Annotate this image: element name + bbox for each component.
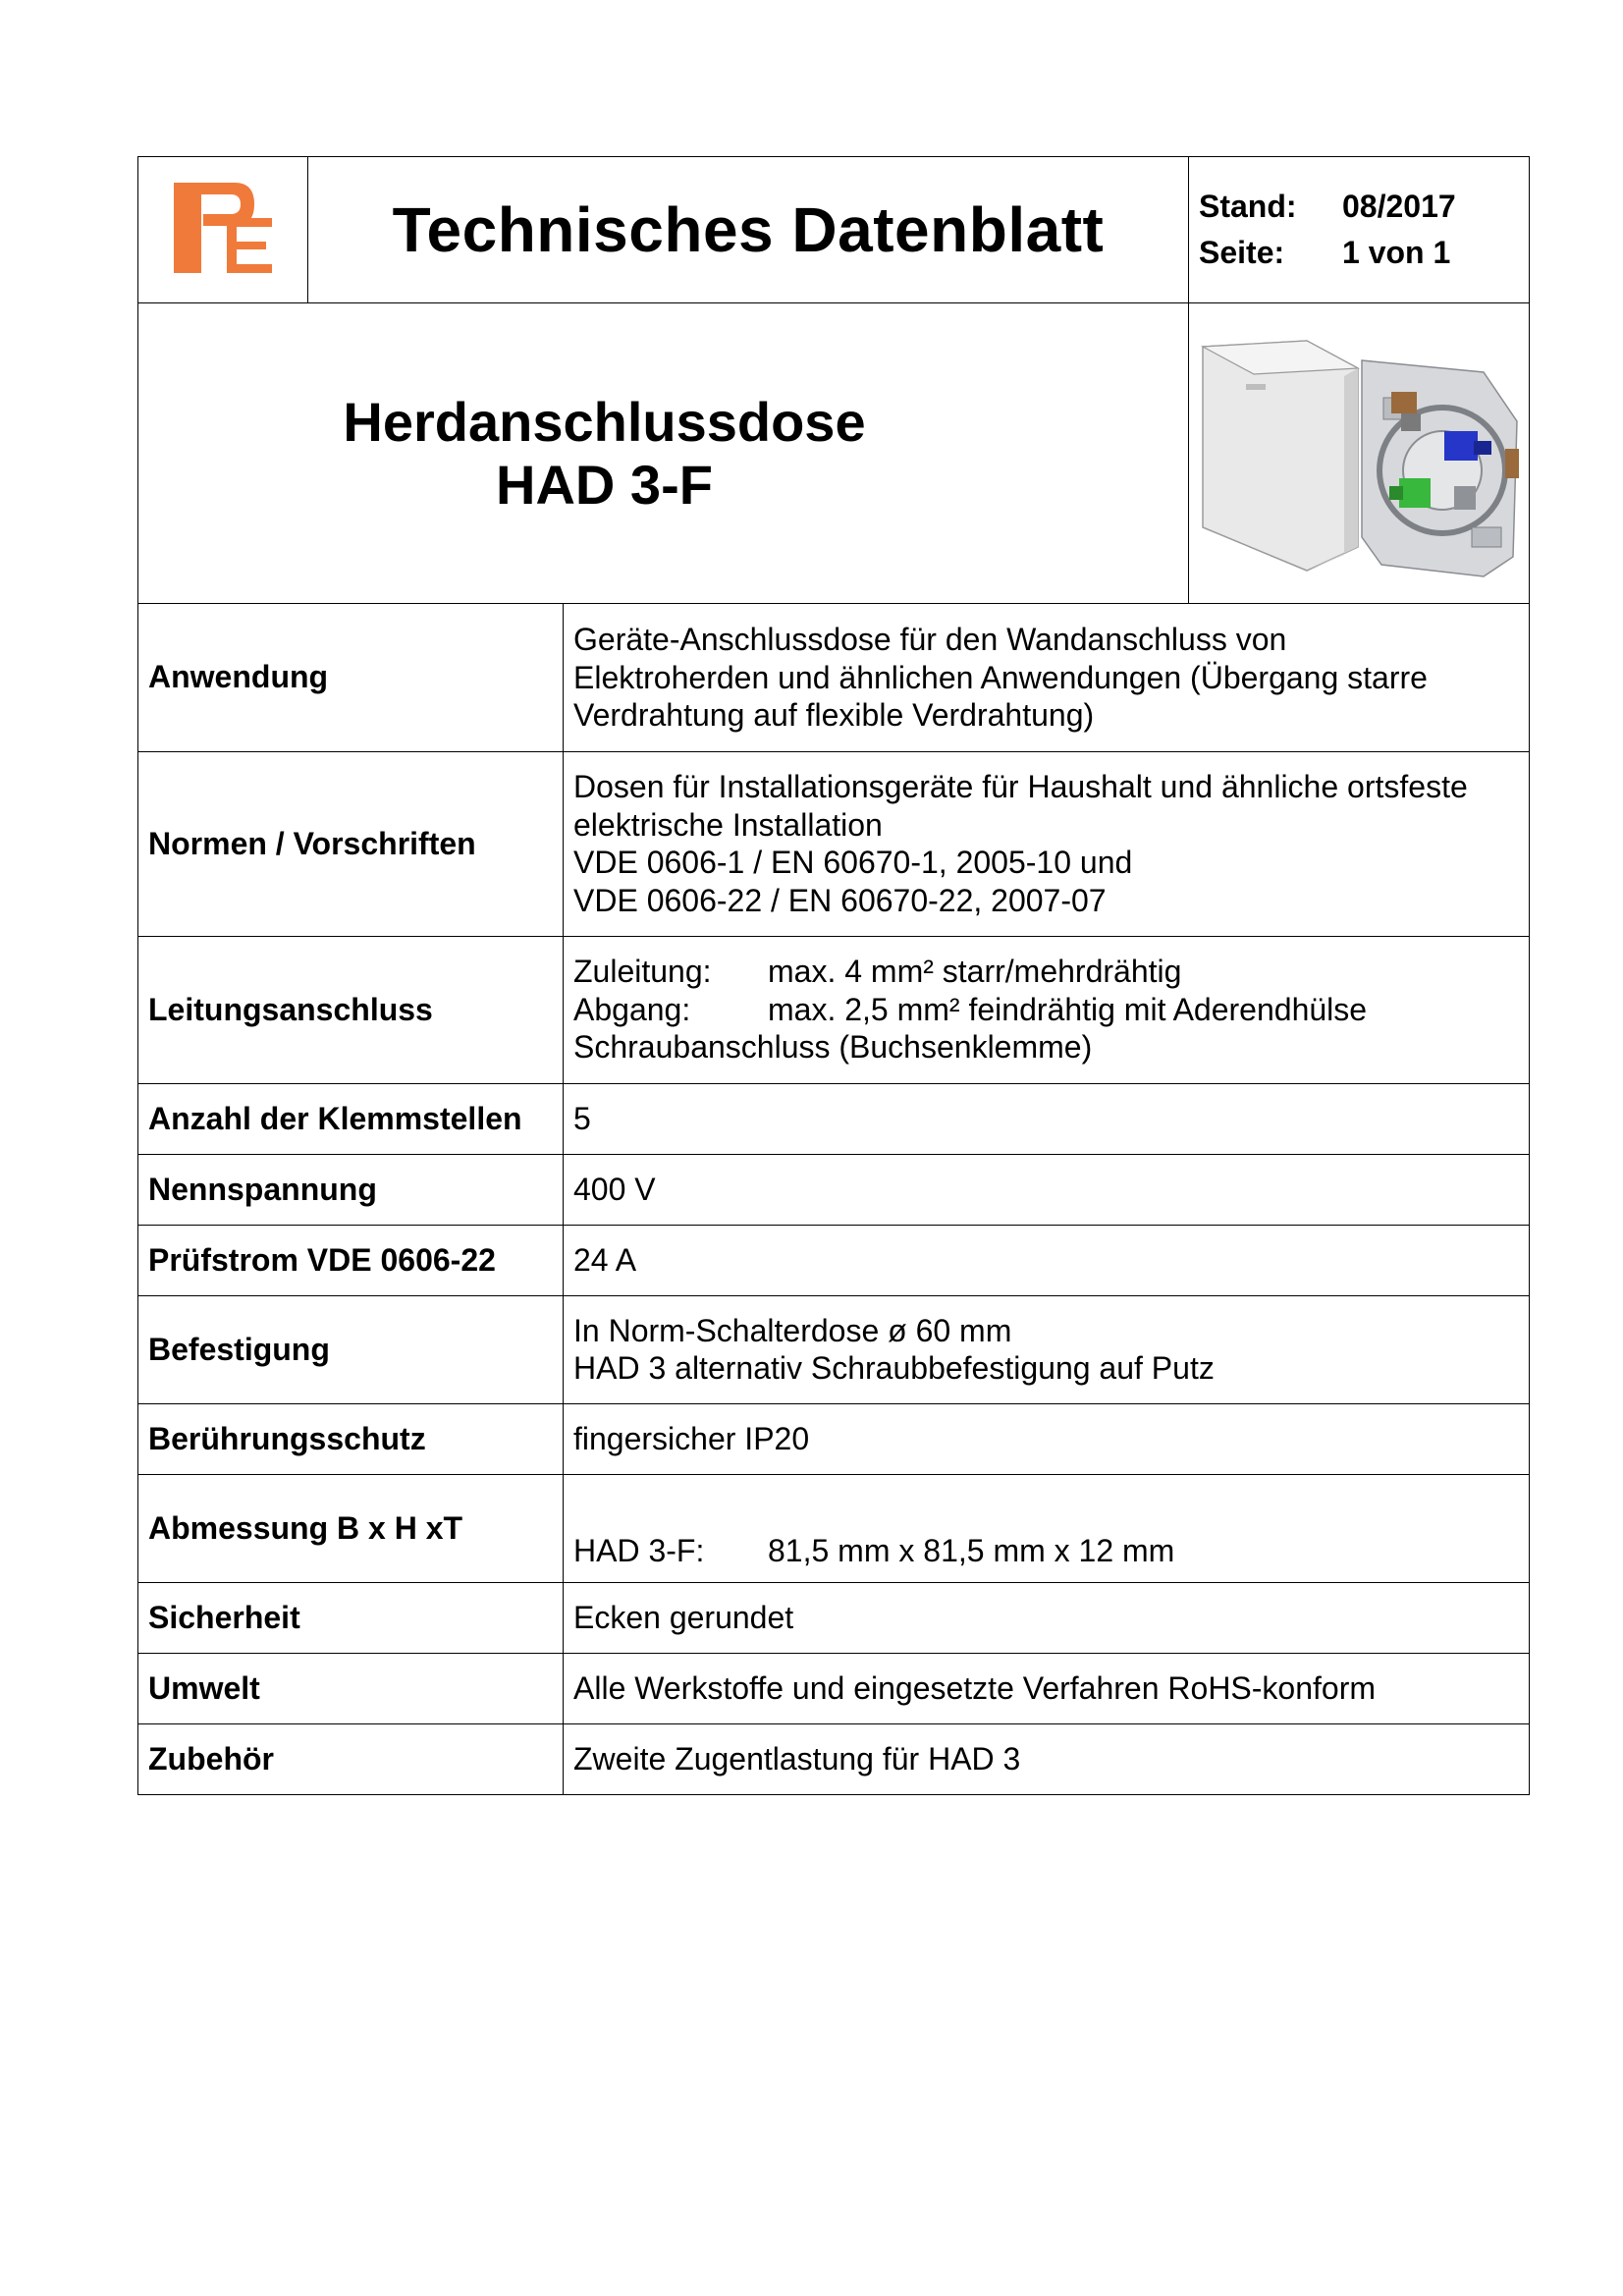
spec-row-abmessung bbox=[138, 1474, 1530, 1582]
spec-value bbox=[564, 936, 1530, 1083]
zuleitung-value: max. 4 mm² starr/mehrdrähtig bbox=[768, 954, 1182, 990]
spec-row-normen bbox=[138, 751, 1530, 936]
spec-row-beruehrungsschutz bbox=[138, 1403, 1530, 1474]
logo-cell bbox=[138, 157, 308, 303]
spec-label: Prüfstrom VDE 0606-22 bbox=[138, 1225, 564, 1295]
spec-line: Dosen für Installationsgeräte für Haushalt und ähnliche ortsfeste bbox=[573, 769, 1468, 804]
spec-row-umwelt bbox=[138, 1653, 1530, 1723]
product-name-cell bbox=[138, 303, 1189, 604]
zuleitung-key: Zuleitung: bbox=[573, 954, 712, 990]
spec-value: 24 A bbox=[564, 1225, 1530, 1295]
spec-value: 400 V bbox=[564, 1154, 1530, 1225]
spec-value bbox=[564, 1295, 1530, 1403]
spec-value: fingersicher IP20 bbox=[564, 1403, 1530, 1474]
spec-label: Umwelt bbox=[138, 1653, 564, 1723]
abgang-key: Abgang: bbox=[573, 991, 691, 1027]
spec-row-zubehoer bbox=[138, 1723, 1530, 1794]
spec-row-nennspannung bbox=[138, 1154, 1530, 1225]
spec-line: Verdrahtung auf flexible Verdrahtung) bbox=[573, 697, 1095, 733]
seite-value: 1 von 1 bbox=[1342, 235, 1451, 270]
spec-label: Sicherheit bbox=[138, 1582, 564, 1653]
spec-label: Anwendung bbox=[138, 604, 564, 751]
spec-label: Anzahl der Klemmstellen bbox=[138, 1083, 564, 1154]
abmessung-key: HAD 3-F: bbox=[573, 1533, 705, 1568]
spec-label: Zubehör bbox=[138, 1723, 564, 1794]
datasheet bbox=[137, 156, 1530, 1795]
spec-value bbox=[564, 604, 1530, 751]
seite-label: Seite: bbox=[1199, 235, 1285, 270]
spec-line: HAD 3 alternativ Schraubbefestigung auf Putz bbox=[573, 1350, 1215, 1386]
spec-value: Zweite Zugentlastung für HAD 3 bbox=[564, 1723, 1530, 1794]
stand-value: 08/2017 bbox=[1342, 189, 1456, 224]
meta-cell bbox=[1189, 157, 1530, 303]
spec-row-pruefstrom bbox=[138, 1225, 1530, 1295]
spec-label: Leitungsanschluss bbox=[138, 936, 564, 1083]
spec-label: Abmessung B x H xT bbox=[138, 1474, 564, 1582]
spec-line: VDE 0606-22 / EN 60670-22, 2007-07 bbox=[573, 882, 1107, 918]
spec-line: VDE 0606-1 / EN 60670-1, 2005-10 und bbox=[573, 845, 1133, 880]
spec-value bbox=[564, 1474, 1530, 1582]
product-name bbox=[138, 391, 1188, 517]
product-name-line1: Herdanschlussdose bbox=[343, 390, 866, 453]
stand-label: Stand: bbox=[1199, 189, 1297, 224]
spec-line: elektrische Installation bbox=[573, 806, 883, 843]
spec-row-anwendung bbox=[138, 604, 1530, 751]
spec-value: 5 bbox=[564, 1083, 1530, 1154]
title-cell bbox=[308, 157, 1189, 303]
header-table bbox=[137, 156, 1530, 303]
spec-row-befestigung bbox=[138, 1295, 1530, 1403]
company-logo bbox=[170, 179, 276, 277]
spec-table bbox=[137, 604, 1530, 1795]
spec-row-sicherheit bbox=[138, 1582, 1530, 1653]
spec-line: In Norm-Schalterdose ø 60 mm bbox=[573, 1312, 1012, 1348]
spec-value bbox=[564, 751, 1530, 936]
spec-line: Geräte-Anschlussdose für den Wandanschluss von bbox=[573, 622, 1287, 657]
product-image bbox=[1189, 303, 1527, 598]
product-table bbox=[137, 303, 1530, 604]
spec-row-leitungsanschluss bbox=[138, 936, 1530, 1083]
spec-label: Befestigung bbox=[138, 1295, 564, 1403]
document-title: Technisches Datenblatt bbox=[392, 194, 1105, 265]
spec-value: Alle Werkstoffe und eingesetzte Verfahren RoHS-konform bbox=[564, 1653, 1530, 1723]
product-image-cell bbox=[1189, 303, 1530, 604]
spec-value: Ecken gerundet bbox=[564, 1582, 1530, 1653]
spec-label: Normen / Vorschriften bbox=[138, 751, 564, 936]
abmessung-value: 81,5 mm x 81,5 mm x 12 mm bbox=[768, 1533, 1175, 1568]
spec-label: Nennspannung bbox=[138, 1154, 564, 1225]
spec-row-klemmstellen bbox=[138, 1083, 1530, 1154]
product-name-line2: HAD 3-F bbox=[496, 453, 713, 516]
spec-label: Berührungsschutz bbox=[138, 1403, 564, 1474]
spec-line: Elektroherden und ähnlichen Anwendungen (Übergang starre bbox=[573, 659, 1428, 695]
abgang-value: max. 2,5 mm² feindrähtig mit Aderendhülse bbox=[768, 991, 1368, 1027]
spec-line: Schraubanschluss (Buchsenklemme) bbox=[573, 1029, 1093, 1066]
